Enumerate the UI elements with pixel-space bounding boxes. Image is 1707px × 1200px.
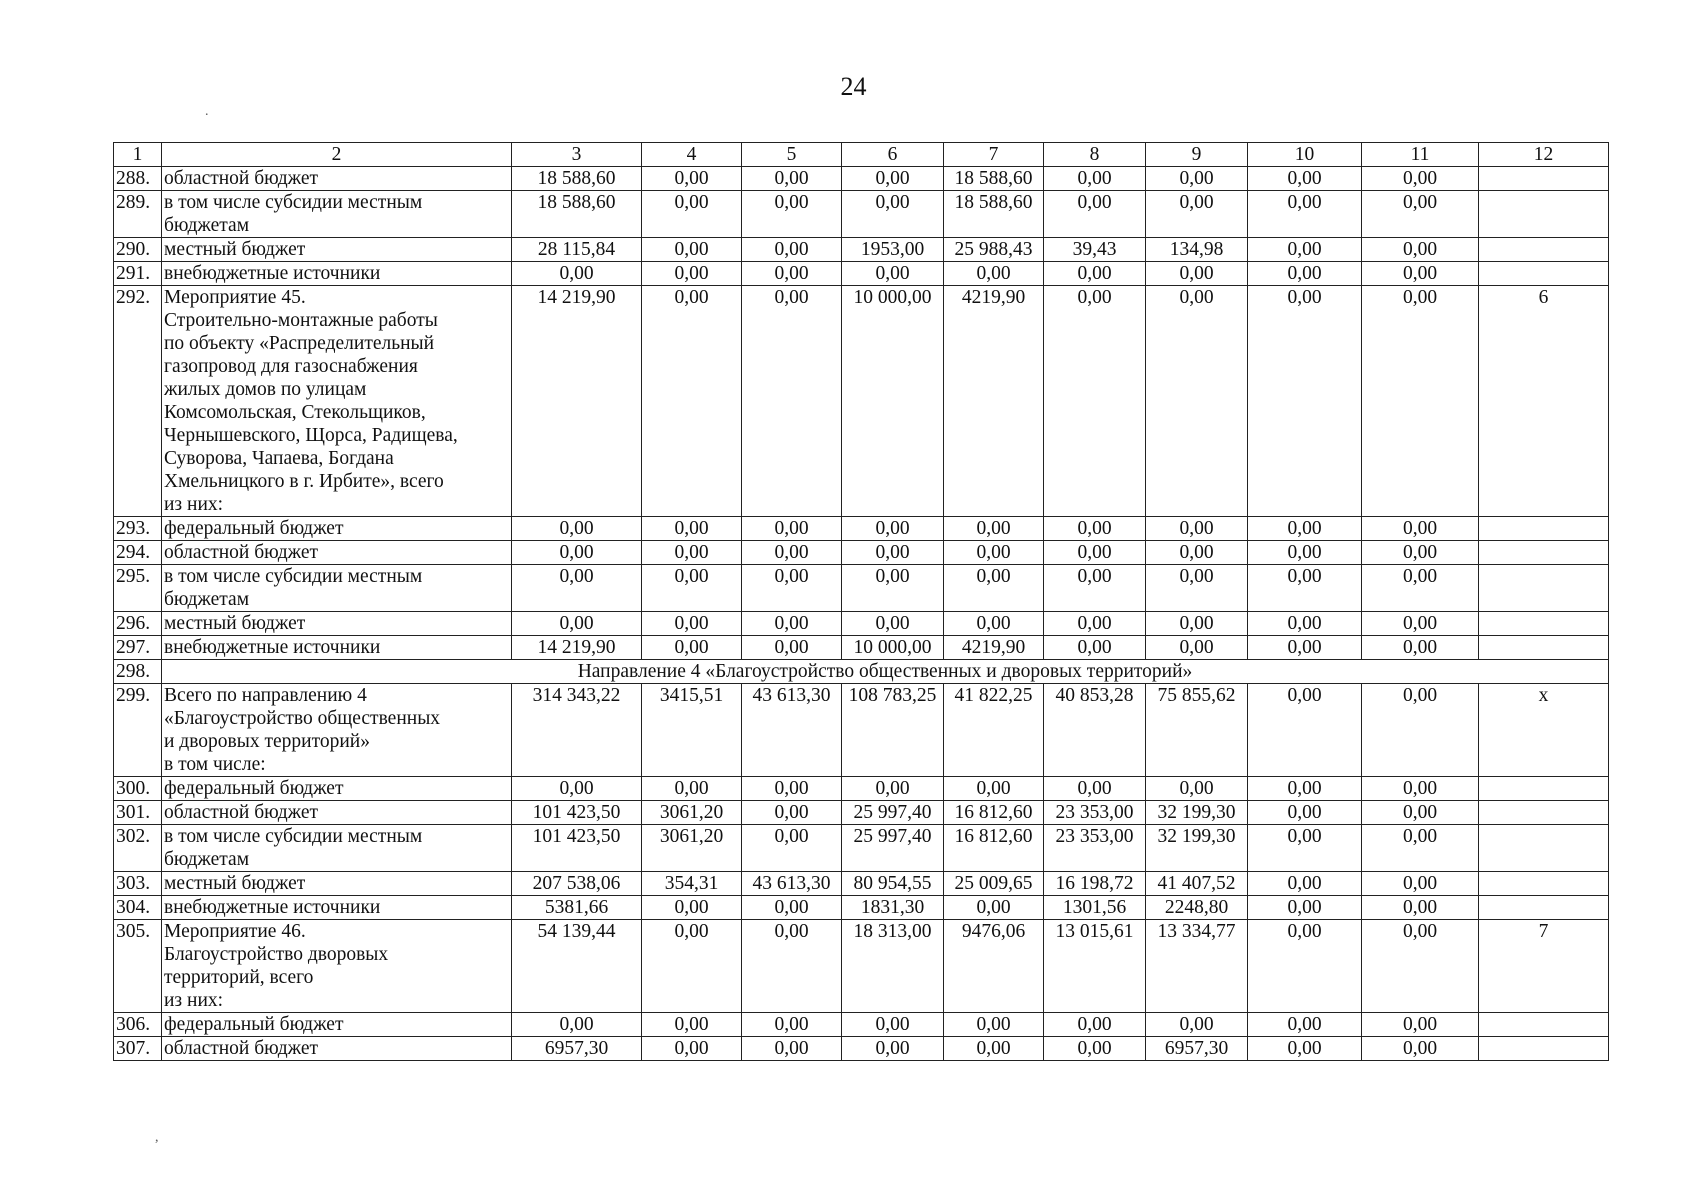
value-cell: 0,00 xyxy=(1248,286,1362,517)
value-cell: 0,00 xyxy=(642,238,742,262)
value-cell: 0,00 xyxy=(1248,1013,1362,1037)
note-cell xyxy=(1479,801,1609,825)
value-cell: 0,00 xyxy=(742,1037,842,1061)
value-cell: 314 343,22 xyxy=(512,684,642,777)
value-cell: 75 855,62 xyxy=(1146,684,1248,777)
value-cell: 2248,80 xyxy=(1146,896,1248,920)
header-cell: 12 xyxy=(1479,143,1609,167)
value-cell: 0,00 xyxy=(512,541,642,565)
value-cell: 0,00 xyxy=(1248,1037,1362,1061)
header-cell: 6 xyxy=(842,143,944,167)
value-cell: 0,00 xyxy=(944,517,1044,541)
value-cell: 0,00 xyxy=(1044,167,1146,191)
value-cell: 41 822,25 xyxy=(944,684,1044,777)
value-cell: 0,00 xyxy=(512,777,642,801)
note-cell xyxy=(1479,612,1609,636)
value-cell: 4219,90 xyxy=(944,286,1044,517)
note-cell xyxy=(1479,636,1609,660)
value-cell: 10 000,00 xyxy=(842,636,944,660)
value-cell: 14 219,90 xyxy=(512,636,642,660)
value-cell: 0,00 xyxy=(1044,191,1146,238)
value-cell: 0,00 xyxy=(512,1013,642,1037)
value-cell: 0,00 xyxy=(1248,920,1362,1013)
value-cell: 54 139,44 xyxy=(512,920,642,1013)
value-cell: 1301,56 xyxy=(1044,896,1146,920)
note-cell xyxy=(1479,167,1609,191)
value-cell: 0,00 xyxy=(742,920,842,1013)
row-name: областной бюджет xyxy=(162,167,512,191)
value-cell: 0,00 xyxy=(1248,684,1362,777)
value-cell: 0,00 xyxy=(512,262,642,286)
value-cell: 1831,30 xyxy=(842,896,944,920)
value-cell: 0,00 xyxy=(642,1037,742,1061)
row-name: Всего по направлению 4 «Благоустройство общественных и дворовых территорий» в том числе: xyxy=(162,684,512,777)
header-cell: 9 xyxy=(1146,143,1248,167)
table-row xyxy=(114,612,1609,636)
value-cell: 41 407,52 xyxy=(1146,872,1248,896)
value-cell: 0,00 xyxy=(1248,167,1362,191)
value-cell: 16 812,60 xyxy=(944,801,1044,825)
value-cell: 354,31 xyxy=(642,872,742,896)
row-number: 301. xyxy=(114,801,162,825)
table-row xyxy=(114,684,1609,777)
value-cell: 32 199,30 xyxy=(1146,801,1248,825)
note-cell xyxy=(1479,262,1609,286)
table-row xyxy=(114,777,1609,801)
value-cell: 0,00 xyxy=(1248,262,1362,286)
value-cell: 0,00 xyxy=(1248,565,1362,612)
row-number: 291. xyxy=(114,262,162,286)
value-cell: 0,00 xyxy=(1362,896,1479,920)
value-cell: 16 812,60 xyxy=(944,825,1044,872)
value-cell: 0,00 xyxy=(1044,565,1146,612)
value-cell: 0,00 xyxy=(1362,191,1479,238)
value-cell: 0,00 xyxy=(1248,636,1362,660)
note-cell xyxy=(1479,825,1609,872)
value-cell: 0,00 xyxy=(944,1037,1044,1061)
row-name: местный бюджет xyxy=(162,872,512,896)
value-cell: 0,00 xyxy=(1362,565,1479,612)
value-cell: 0,00 xyxy=(1044,1037,1146,1061)
value-cell: 3415,51 xyxy=(642,684,742,777)
value-cell: 0,00 xyxy=(1362,238,1479,262)
value-cell: 5381,66 xyxy=(512,896,642,920)
row-number: 297. xyxy=(114,636,162,660)
value-cell: 0,00 xyxy=(1146,541,1248,565)
value-cell: 0,00 xyxy=(742,636,842,660)
header-cell: 8 xyxy=(1044,143,1146,167)
value-cell: 0,00 xyxy=(512,517,642,541)
table-row xyxy=(114,517,1609,541)
value-cell: 28 115,84 xyxy=(512,238,642,262)
value-cell: 0,00 xyxy=(1248,872,1362,896)
value-cell: 0,00 xyxy=(742,238,842,262)
value-cell: 0,00 xyxy=(1044,517,1146,541)
value-cell: 0,00 xyxy=(1146,191,1248,238)
value-cell: 0,00 xyxy=(842,191,944,238)
value-cell: 0,00 xyxy=(642,262,742,286)
value-cell: 0,00 xyxy=(1362,167,1479,191)
value-cell: 0,00 xyxy=(1248,801,1362,825)
row-name: в том числе субсидии местным бюджетам xyxy=(162,191,512,238)
value-cell: 0,00 xyxy=(742,565,842,612)
note-cell xyxy=(1479,777,1609,801)
row-number: 289. xyxy=(114,191,162,238)
section-title: Направление 4 «Благоустройство общественных и дворовых территорий» xyxy=(162,660,1609,684)
value-cell: 23 353,00 xyxy=(1044,801,1146,825)
note-cell xyxy=(1479,1013,1609,1037)
value-cell: 101 423,50 xyxy=(512,801,642,825)
value-cell: 0,00 xyxy=(842,1013,944,1037)
value-cell: 32 199,30 xyxy=(1146,825,1248,872)
value-cell: 0,00 xyxy=(742,825,842,872)
value-cell: 0,00 xyxy=(642,896,742,920)
value-cell: 0,00 xyxy=(642,565,742,612)
row-name: Мероприятие 45. Строительно-монтажные работы по объекту «Распределительный газопровод для газоснабжения жилых домов по улицам Комсомольская, Стекольщиков, Чернышевского, Щорса, Радищева, Суворова, Чапаева, Богдана Хмельницкого в г. Ирбите», всего из них: xyxy=(162,286,512,517)
value-cell: 0,00 xyxy=(1146,517,1248,541)
row-number: 288. xyxy=(114,167,162,191)
value-cell: 0,00 xyxy=(642,541,742,565)
value-cell: 0,00 xyxy=(944,612,1044,636)
value-cell: 9476,06 xyxy=(944,920,1044,1013)
note-cell xyxy=(1479,517,1609,541)
note-cell: х xyxy=(1479,684,1609,777)
value-cell: 0,00 xyxy=(1362,801,1479,825)
table-body xyxy=(114,143,1609,1061)
scan-dot: , xyxy=(155,1130,159,1145)
value-cell: 18 588,60 xyxy=(512,191,642,238)
row-number: 290. xyxy=(114,238,162,262)
value-cell: 0,00 xyxy=(1362,612,1479,636)
value-cell: 0,00 xyxy=(1248,191,1362,238)
value-cell: 0,00 xyxy=(944,565,1044,612)
value-cell: 0,00 xyxy=(742,517,842,541)
table-row xyxy=(114,167,1609,191)
value-cell: 3061,20 xyxy=(642,801,742,825)
value-cell: 0,00 xyxy=(742,801,842,825)
value-cell: 0,00 xyxy=(1362,684,1479,777)
value-cell: 0,00 xyxy=(642,517,742,541)
note-cell: 7 xyxy=(1479,920,1609,1013)
value-cell: 0,00 xyxy=(642,286,742,517)
note-cell xyxy=(1479,896,1609,920)
value-cell: 0,00 xyxy=(742,541,842,565)
row-number: 307. xyxy=(114,1037,162,1061)
table-row xyxy=(114,636,1609,660)
value-cell: 0,00 xyxy=(642,1013,742,1037)
value-cell: 0,00 xyxy=(1044,286,1146,517)
value-cell: 0,00 xyxy=(1362,1013,1479,1037)
value-cell: 0,00 xyxy=(1248,825,1362,872)
value-cell: 0,00 xyxy=(742,286,842,517)
row-number: 295. xyxy=(114,565,162,612)
value-cell: 0,00 xyxy=(1044,777,1146,801)
table-row xyxy=(114,1013,1609,1037)
value-cell: 80 954,55 xyxy=(842,872,944,896)
page-number: 24 xyxy=(840,72,867,101)
row-number: 294. xyxy=(114,541,162,565)
value-cell: 25 988,43 xyxy=(944,238,1044,262)
value-cell: 6957,30 xyxy=(512,1037,642,1061)
table-row xyxy=(114,825,1609,872)
value-cell: 0,00 xyxy=(842,565,944,612)
value-cell: 0,00 xyxy=(944,896,1044,920)
table-row xyxy=(114,872,1609,896)
row-number: 303. xyxy=(114,872,162,896)
table-row xyxy=(114,660,1609,684)
row-number: 300. xyxy=(114,777,162,801)
value-cell: 0,00 xyxy=(944,541,1044,565)
table-row xyxy=(114,801,1609,825)
value-cell: 0,00 xyxy=(1362,636,1479,660)
value-cell: 0,00 xyxy=(742,1013,842,1037)
value-cell: 0,00 xyxy=(742,262,842,286)
value-cell: 108 783,25 xyxy=(842,684,944,777)
note-cell xyxy=(1479,238,1609,262)
value-cell: 0,00 xyxy=(842,167,944,191)
value-cell: 0,00 xyxy=(1362,872,1479,896)
row-name: федеральный бюджет xyxy=(162,517,512,541)
value-cell: 0,00 xyxy=(1362,541,1479,565)
note-cell xyxy=(1479,565,1609,612)
row-number: 299. xyxy=(114,684,162,777)
table-row xyxy=(114,1037,1609,1061)
table-row xyxy=(114,191,1609,238)
table-row xyxy=(114,896,1609,920)
value-cell: 0,00 xyxy=(742,777,842,801)
value-cell: 18 313,00 xyxy=(842,920,944,1013)
value-cell: 0,00 xyxy=(742,896,842,920)
row-name: в том числе субсидии местным бюджетам xyxy=(162,825,512,872)
value-cell: 0,00 xyxy=(1362,825,1479,872)
value-cell: 0,00 xyxy=(742,191,842,238)
value-cell: 0,00 xyxy=(842,777,944,801)
value-cell: 0,00 xyxy=(1248,896,1362,920)
value-cell: 0,00 xyxy=(1146,565,1248,612)
header-cell: 7 xyxy=(944,143,1044,167)
value-cell: 18 588,60 xyxy=(944,191,1044,238)
value-cell: 10 000,00 xyxy=(842,286,944,517)
row-name: внебюджетные источники xyxy=(162,896,512,920)
value-cell: 0,00 xyxy=(512,565,642,612)
value-cell: 0,00 xyxy=(1362,777,1479,801)
value-cell: 25 009,65 xyxy=(944,872,1044,896)
row-name: областной бюджет xyxy=(162,541,512,565)
value-cell: 25 997,40 xyxy=(842,801,944,825)
row-name: федеральный бюджет xyxy=(162,1013,512,1037)
note-cell xyxy=(1479,191,1609,238)
value-cell: 0,00 xyxy=(842,1037,944,1061)
value-cell: 0,00 xyxy=(842,517,944,541)
row-name: областной бюджет xyxy=(162,1037,512,1061)
note-cell xyxy=(1479,1037,1609,1061)
row-number: 298. xyxy=(114,660,162,684)
row-name: в том числе субсидии местным бюджетам xyxy=(162,565,512,612)
row-number: 296. xyxy=(114,612,162,636)
value-cell: 0,00 xyxy=(1146,262,1248,286)
row-number: 306. xyxy=(114,1013,162,1037)
value-cell: 0,00 xyxy=(1146,612,1248,636)
value-cell: 0,00 xyxy=(742,167,842,191)
value-cell: 0,00 xyxy=(642,612,742,636)
value-cell: 0,00 xyxy=(1362,920,1479,1013)
table-row xyxy=(114,286,1609,517)
value-cell: 0,00 xyxy=(1362,1037,1479,1061)
value-cell: 0,00 xyxy=(944,1013,1044,1037)
row-name: внебюджетные источники xyxy=(162,636,512,660)
value-cell: 4219,90 xyxy=(944,636,1044,660)
row-number: 292. xyxy=(114,286,162,517)
header-cell: 11 xyxy=(1362,143,1479,167)
value-cell: 6957,30 xyxy=(1146,1037,1248,1061)
value-cell: 13 015,61 xyxy=(1044,920,1146,1013)
value-cell: 0,00 xyxy=(1362,517,1479,541)
note-cell xyxy=(1479,541,1609,565)
value-cell: 25 997,40 xyxy=(842,825,944,872)
note-cell: 6 xyxy=(1479,286,1609,517)
row-name: Мероприятие 46. Благоустройство дворовых территорий, всего из них: xyxy=(162,920,512,1013)
row-name: местный бюджет xyxy=(162,612,512,636)
value-cell: 0,00 xyxy=(1044,262,1146,286)
value-cell: 0,00 xyxy=(1044,636,1146,660)
value-cell: 3061,20 xyxy=(642,825,742,872)
value-cell: 0,00 xyxy=(1146,777,1248,801)
value-cell: 0,00 xyxy=(1044,612,1146,636)
row-name: внебюджетные источники xyxy=(162,262,512,286)
value-cell: 0,00 xyxy=(1044,541,1146,565)
value-cell: 0,00 xyxy=(1146,1013,1248,1037)
value-cell: 0,00 xyxy=(842,541,944,565)
value-cell: 0,00 xyxy=(842,612,944,636)
value-cell: 0,00 xyxy=(1248,541,1362,565)
header-cell: 3 xyxy=(512,143,642,167)
value-cell: 0,00 xyxy=(642,636,742,660)
value-cell: 0,00 xyxy=(1248,238,1362,262)
value-cell: 0,00 xyxy=(642,167,742,191)
header-cell: 1 xyxy=(114,143,162,167)
row-name: местный бюджет xyxy=(162,238,512,262)
value-cell: 0,00 xyxy=(1362,262,1479,286)
header-cell: 2 xyxy=(162,143,512,167)
value-cell: 18 588,60 xyxy=(512,167,642,191)
value-cell: 18 588,60 xyxy=(944,167,1044,191)
header-cell: 5 xyxy=(742,143,842,167)
value-cell: 14 219,90 xyxy=(512,286,642,517)
row-name: федеральный бюджет xyxy=(162,777,512,801)
value-cell: 0,00 xyxy=(512,612,642,636)
row-number: 302. xyxy=(114,825,162,872)
value-cell: 0,00 xyxy=(642,191,742,238)
value-cell: 23 353,00 xyxy=(1044,825,1146,872)
value-cell: 16 198,72 xyxy=(1044,872,1146,896)
value-cell: 39,43 xyxy=(1044,238,1146,262)
value-cell: 101 423,50 xyxy=(512,825,642,872)
value-cell: 43 613,30 xyxy=(742,872,842,896)
table-header-row xyxy=(114,143,1609,167)
value-cell: 0,00 xyxy=(1362,286,1479,517)
header-cell: 4 xyxy=(642,143,742,167)
value-cell: 0,00 xyxy=(1248,777,1362,801)
value-cell: 43 613,30 xyxy=(742,684,842,777)
value-cell: 13 334,77 xyxy=(1146,920,1248,1013)
value-cell: 0,00 xyxy=(944,262,1044,286)
value-cell: 0,00 xyxy=(1044,1013,1146,1037)
value-cell: 0,00 xyxy=(1146,286,1248,517)
scan-dot: . xyxy=(205,104,209,119)
value-cell: 134,98 xyxy=(1146,238,1248,262)
table-row xyxy=(114,565,1609,612)
value-cell: 0,00 xyxy=(1248,517,1362,541)
row-number: 305. xyxy=(114,920,162,1013)
budget-table xyxy=(113,142,1609,1061)
table-row xyxy=(114,238,1609,262)
note-cell xyxy=(1479,872,1609,896)
header-cell: 10 xyxy=(1248,143,1362,167)
row-number: 293. xyxy=(114,517,162,541)
value-cell: 0,00 xyxy=(842,262,944,286)
value-cell: 0,00 xyxy=(1248,612,1362,636)
table-row xyxy=(114,920,1609,1013)
value-cell: 1953,00 xyxy=(842,238,944,262)
value-cell: 207 538,06 xyxy=(512,872,642,896)
value-cell: 0,00 xyxy=(742,612,842,636)
value-cell: 0,00 xyxy=(1146,167,1248,191)
value-cell: 0,00 xyxy=(944,777,1044,801)
value-cell: 0,00 xyxy=(642,920,742,1013)
value-cell: 40 853,28 xyxy=(1044,684,1146,777)
table-row xyxy=(114,262,1609,286)
value-cell: 0,00 xyxy=(642,777,742,801)
row-name: областной бюджет xyxy=(162,801,512,825)
row-number: 304. xyxy=(114,896,162,920)
table-row xyxy=(114,541,1609,565)
value-cell: 0,00 xyxy=(1146,636,1248,660)
